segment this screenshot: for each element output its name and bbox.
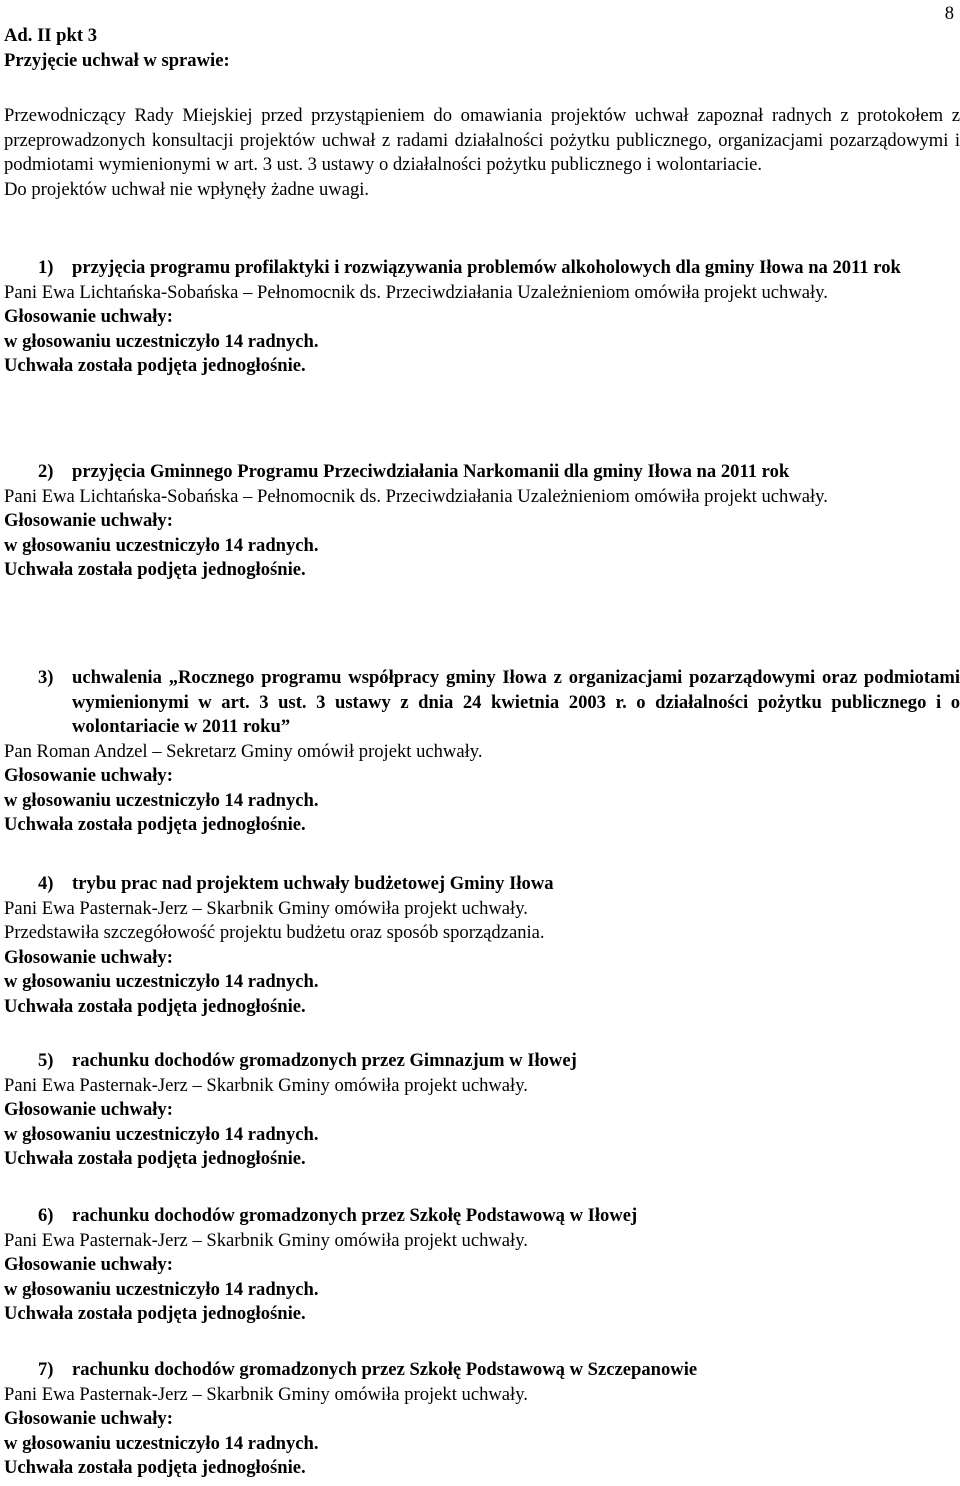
intro-note: Do projektów uchwał nie wpłynęły żadne uwagi. — [4, 178, 370, 200]
vote-result: Uchwała została podjęta jednogłośnie. — [4, 814, 306, 835]
resolution-item-3 — [4, 666, 960, 838]
item-presenter: Pani Ewa Lichtańska-Sobańska – Pełnomocnik ds. Przeciwdziałania Uzależnieniom omówiła projekt uchwały. — [4, 485, 828, 507]
resolution-item-7 — [4, 1358, 960, 1481]
section-title: Przyjęcie uchwał w sprawie: — [4, 49, 230, 71]
item-title-row — [4, 256, 960, 281]
vote-result: Uchwała została podjęta jednogłośnie. — [4, 1148, 306, 1169]
vote-participants: w głosowaniu uczestniczyło 14 radnych. — [4, 789, 319, 811]
item-number: 2) — [38, 461, 54, 482]
vote-participants: w głosowaniu uczestniczyło 14 radnych. — [4, 330, 319, 352]
item-title: uchwalenia „Rocznego programu współpracy gminy Iłowa z organizacjami pozarządowymi oraz podmiotami wymienionymi w art. 3 ust. 3 ustawy z dnia 24 kwietnia 2003 r. o działalności pożytku publicznego i o wolontariacie w 2011 roku” — [72, 667, 960, 737]
item-number: 3) — [38, 667, 54, 688]
item-title: rachunku dochodów gromadzonych przez Gimnazjum w Iłowej — [72, 1050, 577, 1071]
item-number: 1) — [38, 257, 54, 278]
vote-result: Uchwała została podjęta jednogłośnie. — [4, 1457, 306, 1478]
item-presenter: Pani Ewa Pasternak-Jerz – Skarbnik Gminy omówiła projekt uchwały. — [4, 897, 528, 919]
resolution-item-4 — [4, 872, 960, 1019]
item-extra-note: Przedstawiła szczegółowość projektu budżetu oraz sposób sporządzania. — [4, 922, 545, 943]
intro-section — [4, 104, 960, 202]
vote-result: Uchwała została podjęta jednogłośnie. — [4, 355, 306, 376]
item-title: rachunku dochodów gromadzonych przez Szkołę Podstawową w Iłowej — [72, 1205, 638, 1226]
vote-label: Głosowanie uchwały: — [4, 1408, 173, 1429]
intro-paragraph: Przewodniczący Rady Miejskiej przed przystąpieniem do omawiania projektów uchwał zapoznał radnych z protokołem z przeprowadzonych konsultacji projektów uchwał z radami działalności pożytku publicznego, organizacjami pozarządowymi i podmiotami wymienionymi w art. 3 ust. 3 ustawy o działalności pożytku publicznego i wolontariacie. — [4, 105, 960, 175]
resolution-item-6 — [4, 1204, 960, 1327]
section-id: Ad. II pkt 3 — [4, 25, 98, 46]
vote-participants: w głosowaniu uczestniczyło 14 radnych. — [4, 971, 319, 992]
item-title: trybu prac nad projektem uchwały budżetowej Gminy Iłowa — [72, 873, 554, 894]
item-title: przyjęcia Gminnego Programu Przeciwdziałania Narkomanii dla gminy Iłowa na 2011 rok — [72, 461, 790, 482]
item-number: 5) — [38, 1050, 54, 1071]
item-presenter: Pani Ewa Pasternak-Jerz – Skarbnik Gminy omówiła projekt uchwały. — [4, 1074, 528, 1096]
item-title-row — [4, 666, 960, 740]
resolution-item-1 — [4, 256, 960, 379]
vote-label: Głosowanie uchwały: — [4, 1254, 173, 1275]
page-number: 8 — [944, 3, 954, 24]
vote-participants: w głosowaniu uczestniczyło 14 radnych. — [4, 534, 319, 556]
resolution-item-5 — [4, 1049, 960, 1172]
item-title-row — [4, 1358, 960, 1383]
vote-label: Głosowanie uchwały: — [4, 306, 173, 327]
vote-label: Głosowanie uchwały: — [4, 510, 173, 531]
item-title: przyjęcia programu profilaktyki i rozwiązywania problemów alkoholowych dla gminy Iłowa na 2011 rok — [72, 257, 901, 278]
item-presenter: Pani Ewa Pasternak-Jerz – Skarbnik Gminy omówiła projekt uchwały. — [4, 1229, 528, 1251]
item-title-row — [4, 1049, 960, 1074]
item-presenter: Pan Roman Andzel – Sekretarz Gminy omówił projekt uchwały. — [4, 740, 483, 762]
vote-label: Głosowanie uchwały: — [4, 1099, 173, 1120]
item-number: 6) — [38, 1205, 54, 1226]
item-title-row — [4, 460, 960, 485]
item-number: 4) — [38, 873, 54, 894]
vote-label: Głosowanie uchwały: — [4, 765, 173, 786]
vote-participants: w głosowaniu uczestniczyło 14 radnych. — [4, 1432, 319, 1454]
item-presenter: Pani Ewa Pasternak-Jerz – Skarbnik Gminy omówiła projekt uchwały. — [4, 1383, 528, 1405]
vote-result: Uchwała została podjęta jednogłośnie. — [4, 995, 306, 1017]
vote-participants: w głosowaniu uczestniczyło 14 radnych. — [4, 1278, 319, 1300]
resolution-item-2 — [4, 460, 960, 583]
item-title-row — [4, 872, 960, 897]
vote-participants: w głosowaniu uczestniczyło 14 radnych. — [4, 1123, 319, 1145]
item-presenter: Pani Ewa Lichtańska-Sobańska – Pełnomocnik ds. Przeciwdziałania Uzależnieniom omówiła projekt uchwały. — [4, 281, 828, 303]
vote-result: Uchwała została podjęta jednogłośnie. — [4, 559, 306, 580]
section-header — [4, 24, 230, 73]
item-title-row — [4, 1204, 960, 1229]
vote-label: Głosowanie uchwały: — [4, 946, 173, 968]
vote-result: Uchwała została podjęta jednogłośnie. — [4, 1303, 306, 1324]
item-title: rachunku dochodów gromadzonych przez Szkołę Podstawową w Szczepanowie — [72, 1359, 698, 1380]
item-number: 7) — [38, 1359, 54, 1380]
